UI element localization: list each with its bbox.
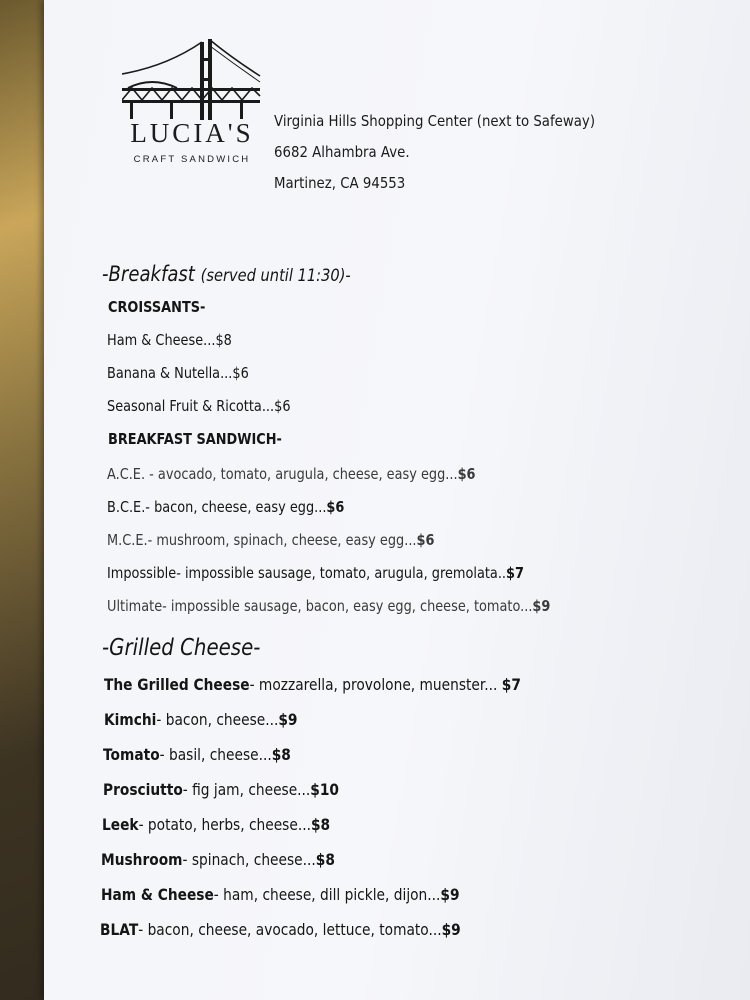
address-line-3: Martinez, CA 94553 <box>274 174 406 192</box>
item-name: The Grilled Cheese <box>104 675 250 694</box>
item-price: $6 <box>326 498 345 516</box>
item-price: $7 <box>506 564 524 582</box>
brand-logo <box>122 36 262 171</box>
address-block <box>274 106 595 199</box>
brand-subtitle: CRAFT SANDWICH <box>133 154 251 165</box>
menu-item <box>107 597 653 635</box>
item-price: $8 <box>315 850 335 869</box>
menu-content <box>102 262 742 955</box>
item-price: $9 <box>440 885 460 904</box>
item-name: BLAT <box>100 920 139 939</box>
item-name: Kimchi <box>104 710 157 729</box>
item-name: Ultimate <box>107 597 163 615</box>
menu-item <box>107 465 653 498</box>
item-name: Prosciutto <box>103 780 183 799</box>
item-price: $6 <box>416 531 435 549</box>
item-desc: - spinach, cheese... <box>182 850 316 869</box>
brand-name: LUCIA'S <box>130 118 254 148</box>
item-price: $9 <box>441 920 461 939</box>
section-title-breakfast <box>102 262 652 298</box>
item-desc: - basil, cheese... <box>159 745 272 764</box>
subsection-croissants: CROISSANTS- <box>108 298 206 316</box>
item-desc: - mushroom, spinach, cheese, easy egg... <box>147 531 417 549</box>
item-name: Mushroom <box>101 850 183 869</box>
menu-item <box>103 780 653 815</box>
item-desc: - impossible sausage, bacon, easy egg, cheese, tomato... <box>162 597 533 615</box>
menu-item <box>104 675 653 710</box>
item-name: Leek <box>102 815 139 834</box>
menu-item <box>104 710 653 745</box>
address-line-1: Virginia Hills Shopping Center (next to Safeway) <box>274 112 596 130</box>
menu-item <box>102 815 652 850</box>
item-desc: - potato, herbs, cheese... <box>138 815 311 834</box>
item-desc: - bacon, cheese, avocado, lettuce, tomato... <box>138 920 442 939</box>
item-price: $6 <box>457 465 476 483</box>
item-price: $10 <box>310 780 340 799</box>
breakfast-title: -Breakfast <box>102 262 195 286</box>
item-name: Tomato <box>103 745 160 764</box>
item-name: M.C.E. <box>107 531 148 549</box>
item-desc: - ham, cheese, dill pickle, dijon... <box>213 885 441 904</box>
item-name: A.C.E. <box>107 465 146 483</box>
item-desc: - fig jam, cheese... <box>182 780 311 799</box>
menu-item <box>101 885 652 920</box>
menu-item <box>100 920 652 955</box>
menu-item <box>101 850 652 885</box>
item-price: $9 <box>278 710 298 729</box>
bridge-icon <box>122 36 262 121</box>
menu-item: Ham & Cheese...$8 <box>107 331 232 349</box>
item-price: $8 <box>310 815 331 834</box>
menu-item: Seasonal Fruit & Ricotta...$6 <box>107 397 291 415</box>
item-price: $7 <box>501 675 521 694</box>
item-price: $8 <box>271 745 291 764</box>
menu-paper <box>44 0 750 1000</box>
menu-item <box>107 564 653 597</box>
item-desc: - bacon, cheese... <box>156 710 279 729</box>
subsection-breakfast-sandwich: BREAKFAST SANDWICH- <box>108 430 282 448</box>
breakfast-note: (served until 11:30)- <box>200 266 351 286</box>
item-price: $9 <box>532 597 551 615</box>
address-line-2: 6682 Alhambra Ave. <box>274 143 410 161</box>
item-desc: - mozzarella, provolone, muenster... <box>249 675 502 694</box>
menu-item: Banana & Nutella...$6 <box>107 364 249 382</box>
item-desc: - bacon, cheese, easy egg... <box>145 498 327 516</box>
item-desc: - avocado, tomato, arugula, cheese, easy egg... <box>145 465 458 483</box>
section-title-grilled-cheese: -Grilled Cheese- <box>102 635 261 661</box>
menu-item <box>103 745 653 780</box>
item-desc: - impossible sausage, tomato, arugula, gremolata.. <box>176 564 507 582</box>
item-name: Impossible <box>107 564 177 582</box>
menu-item <box>107 498 653 531</box>
item-name: Ham & Cheese <box>101 885 214 904</box>
menu-item <box>107 531 653 564</box>
item-name: B.C.E. <box>107 498 146 516</box>
